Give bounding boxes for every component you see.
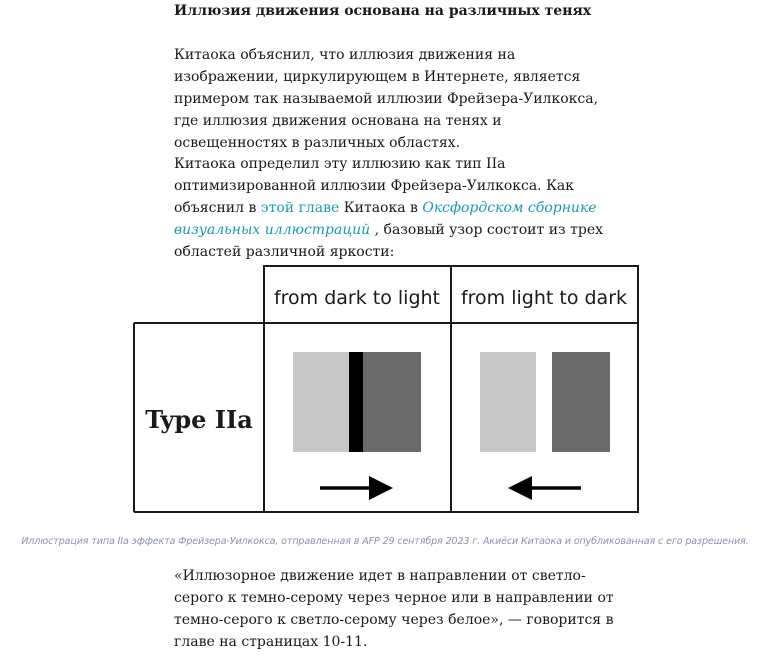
arrow-right-icon xyxy=(320,476,393,500)
oxford-compendium-link[interactable]: Оксфордском сборнике визуальных иллюстраций xyxy=(174,200,597,238)
swatch-black xyxy=(349,352,363,452)
arrow-left-icon xyxy=(508,476,581,500)
swatch-light-gray-1 xyxy=(293,352,349,452)
illusion-figure xyxy=(133,264,640,514)
illusion-diagram xyxy=(133,264,640,514)
swatch-dark-gray-2 xyxy=(552,352,610,452)
swatch-white xyxy=(536,352,552,452)
chapter-link[interactable]: этой главе xyxy=(260,200,340,216)
row-label-type-iia: Type IIa xyxy=(145,405,253,434)
header-from-dark-to-light: from dark to light xyxy=(273,287,441,309)
paragraph-2-text-after: , базовый узор состоит из трех областей различной яркости: xyxy=(174,222,603,260)
section-heading: Иллюзия движения основана на различных тенях xyxy=(174,3,592,19)
header-from-light-to-dark: from light to dark xyxy=(460,287,628,309)
swatch-light-gray-2 xyxy=(480,352,536,452)
paragraph-2-text-middle: Китаока в xyxy=(339,200,423,216)
paragraph-3-quote: «Иллюзорное движение идет в направлении от светло-серого к темно-серому через черное или в направлении от темно-серого к светло-серому через белое», — говорится в главе на страницах 10-11. xyxy=(174,568,614,650)
paragraph-2-text-before: Китаока определил эту иллюзию как тип IIa оптимизированной иллюзии Фрейзера-Уилкокса. Как объяснил в xyxy=(174,156,575,216)
paragraph-1: Китаока объяснил, что иллюзия движения на изображении, циркулирующем в Интернете, является примером так называемой иллюзии Фрейзера-Уилкокса, где иллюзия движения основана на тенях и освещенностях в различных областях. xyxy=(174,47,599,151)
figure-caption: Иллюстрация типа IIa эффекта Фрейзера-Уилкокса, отправленная в AFP 29 сентября 2023 г. Акиёси Китаока и опубликованная с его разрешения. xyxy=(21,536,749,547)
paragraph-2 xyxy=(174,153,614,263)
swatch-dark-gray-1 xyxy=(363,352,421,452)
